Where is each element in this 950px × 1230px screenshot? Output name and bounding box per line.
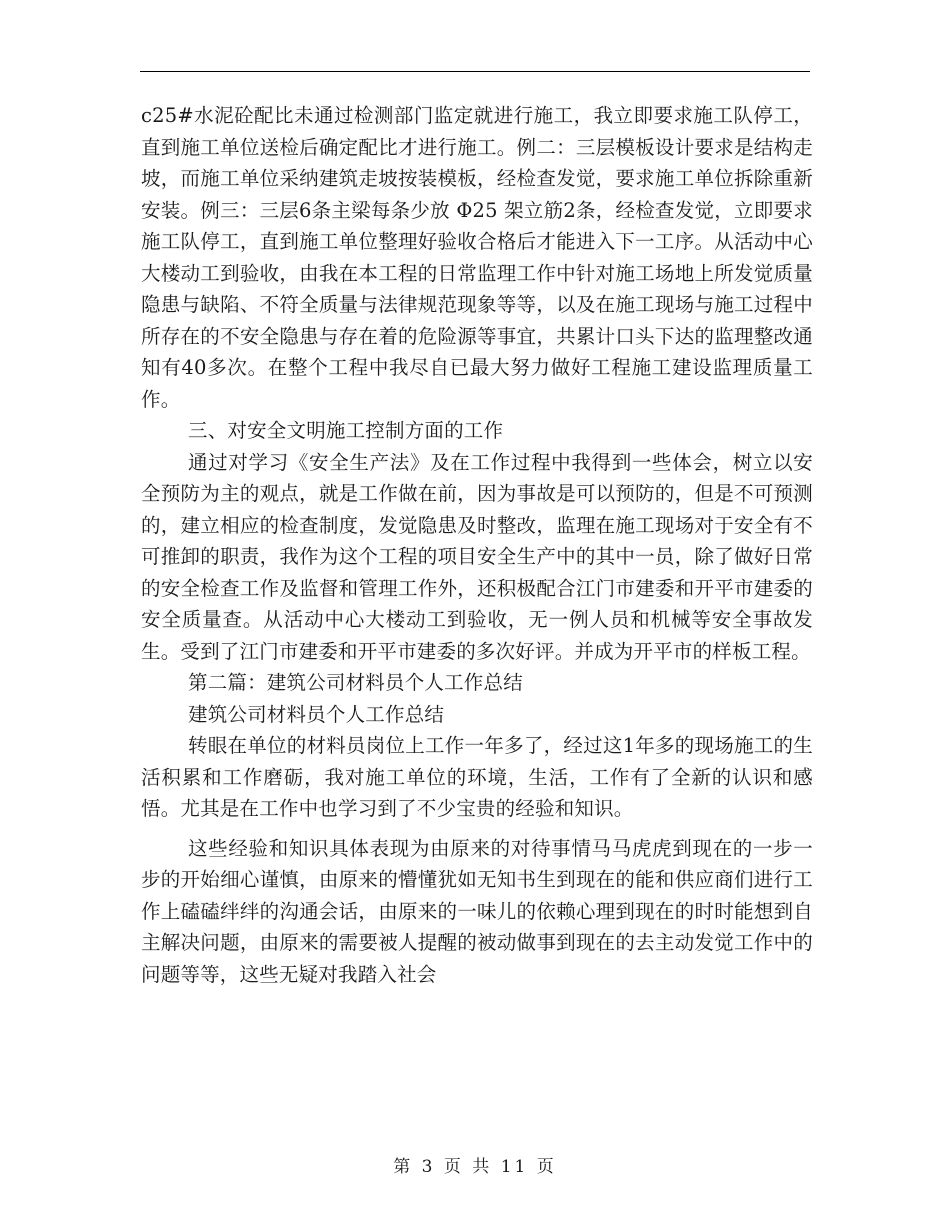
section-heading-safety: 三、对安全文明施工控制方面的工作 bbox=[188, 419, 504, 442]
document-body bbox=[141, 100, 813, 990]
paragraph-safety: 通过对学习《安全生产法》及在工作过程中我得到一些体会，树立以安全预防为主的观点，就是工作做在前，因为事故是可以预防的，但是不可预测的，建立相应的检查制度，发觉隐患及时整改，监理在施工现场对于安全有不可推卸的职责，我作为这个工程的项目安全生产中的其中一员，除了做好日常的安全检查工作及监督和管理工作外，还积极配合江门市建委和开平市建委的安全质量查。从活动中心大楼动工到验收，无一例人员和机械等安全事故发生。受到了江门市建委和开平市建委的多次好评。并成为开平市的样板工程。 bbox=[141, 450, 813, 663]
paragraph-experience: 这些经验和知识具体表现为由原来的对待事情马马虎虎到现在的一步一步的开始细心谨慎，由原来的懵懂犹如无知书生到现在的能和供应商们进行工作上磕磕绊绊的沟通会话，由原来的一味儿的依赖心理到现在的时时能想到自主解决问题，由原来的需要被人提醒的被动做事到现在的去主动发觉工作中的问题等等，这些无疑对我踏入社会 bbox=[141, 836, 813, 986]
paragraph-intro: 转眼在单位的材料员岗位上工作一年多了，经过这1年多的现场施工的生活积累和工作磨砺，我对施工单位的环境，生活，工作有了全新的认识和感悟。尤其是在工作中也学习到了不少宝贵的经验和知识。 bbox=[141, 734, 813, 820]
article-title: 建筑公司材料员个人工作总结 bbox=[188, 702, 445, 726]
header-rule bbox=[140, 71, 810, 72]
paragraph-continuation: c25#水泥砼配比未通过检测部门监定就进行施工，我立即要求施工队停工，直到施工单位送检后确定配比才进行施工。例二：三层模板设计要求是结构走坡，而施工单位采纳建筑走坡按装模板，经检查发觉，要求施工单位拆除重新安装。例三：三层6条主梁每条少放 Φ25 架立筋2条，经检查发觉，立即要求施工队停工，直到施工单位整理好验收合格后才能进入下一工序。从活动中心大楼动工到验收，由我在本工程的日常监理工作中针对施工场地上所发觉质量隐患与缺陷、不符全质量与法律规范现象等等，以及在施工现场与施工过程中所存在的不安全隐患与存在着的危险源等事宜，共累计口头下达的监理整改通知有40多次。在整个工程中我尽自已最大努力做好工程施工建设监理质量工作。 bbox=[141, 104, 813, 411]
chapter-heading: 第二篇：建筑公司材料员个人工作总结 bbox=[188, 671, 523, 694]
page-number: 第 3 页 共 11 页 bbox=[393, 1157, 557, 1177]
